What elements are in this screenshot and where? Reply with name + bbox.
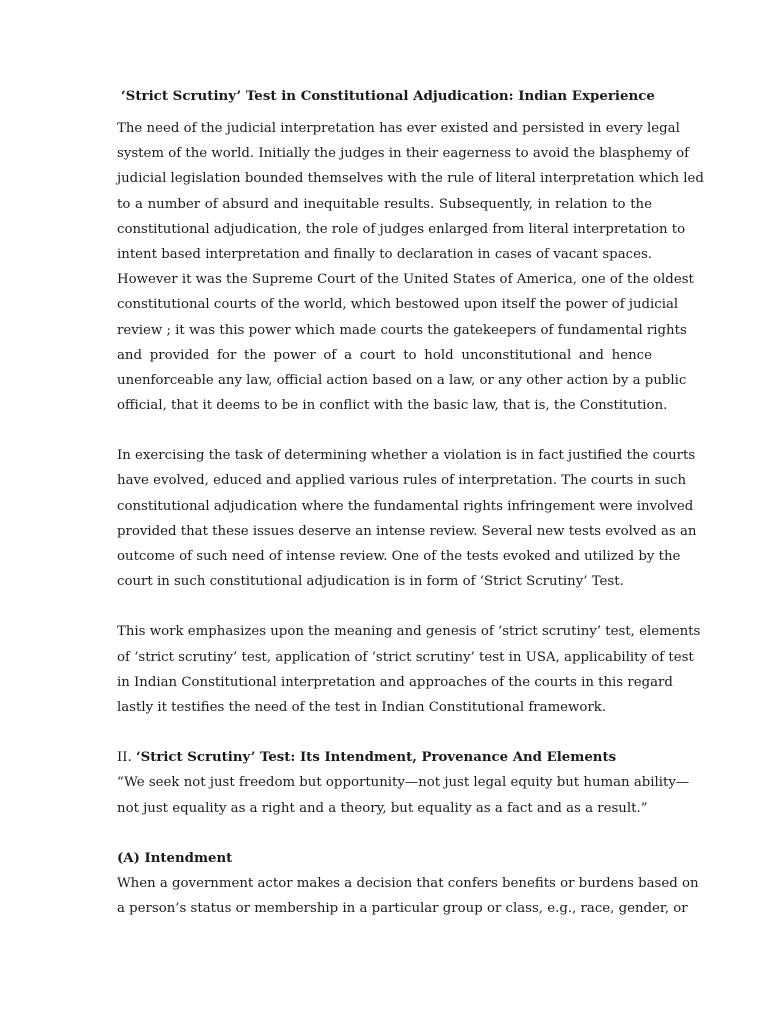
paragraph-line: official, that it deems to be in conflict with the basic law, that is, the Constitution. (117, 398, 668, 414)
paragraph-line: intent based interpretation and finally to declaration in cases of vacant spaces. (117, 246, 652, 262)
paragraph-line: This work emphasizes upon the meaning and genesis of ‘strict scrutiny’ test, elements (117, 624, 701, 640)
section-heading (117, 745, 652, 770)
subsection-title: (A) Intendment (117, 850, 233, 866)
document-page (117, 86, 704, 921)
paragraph-line: in Indian Constitutional interpretation and approaches of the courts in this regard (117, 674, 673, 690)
paragraph-line: constitutional adjudication, the role of judges enlarged from literal interpretation to (117, 221, 686, 237)
paragraph-line: and provided for the power of a court to hold unconstitutional and hence (117, 347, 652, 363)
quote-line: “We seek not just freedom but opportunity—not just legal equity but human ability— (117, 775, 690, 791)
paragraph-line: have evolved, educed and applied various rules of interpretation. The courts in such (117, 473, 687, 489)
paragraph-spacer (117, 418, 652, 443)
paragraph-line: The need of the judicial interpretation has ever existed and persisted in every legal (117, 121, 680, 136)
paragraph-line: to a number of absurd and inequitable results. Subsequently, in relation to the (117, 196, 652, 212)
paragraph-line: of ‘strict scrutiny’ test, application of ‘strict scrutiny’ test in USA, applicability of test (117, 649, 694, 665)
paragraph-line: outcome of such need of intense review. One of the tests evoked and utilized by the (117, 549, 681, 564)
quote (117, 770, 690, 820)
subsection-heading (117, 846, 652, 871)
paragraph-2 (117, 443, 697, 594)
paragraph-line: However it was the Supreme Court of the United States of America, one of the oldest (117, 272, 694, 288)
document-title: ‘Strict Scrutiny’ Test in Constitutional Adjudication: Indian Experience (121, 88, 655, 104)
paragraph-spacer (117, 821, 652, 846)
paragraph-line: review ; it was this power which made courts the gatekeepers of fundamental rights (117, 322, 687, 338)
paragraph-spacer (117, 720, 652, 745)
paragraph-line: When a government actor makes a decision that confers benefits or burdens based on (117, 875, 699, 891)
paragraph-3 (117, 619, 701, 720)
paragraph-1 (117, 116, 704, 418)
paragraph-line: court in such constitutional adjudication is in form of ‘Strict Scrutiny’ Test. (117, 574, 624, 590)
paragraph-line: system of the world. Initially the judges in their eagerness to avoid the blasphemy of (117, 146, 690, 162)
section-title: ‘Strict Scrutiny’ Test: Its Intendment, Provenance And Elements (135, 750, 617, 766)
paragraph-line: a person’s status or membership in a particular group or class, e.g., race, gender, or (117, 901, 688, 917)
section-number: II. (117, 750, 132, 766)
paragraph-line: lastly it testifies the need of the test in Indian Constitutional framework. (117, 699, 607, 715)
quote-line: not just equality as a right and a theory, but equality as a fact and as a result.” (117, 800, 648, 816)
paragraph-line: provided that these issues deserve an intense review. Several new tests evolved as an (117, 523, 697, 539)
paragraph-line: constitutional courts of the world, which bestowed upon itself the power of judicial (117, 297, 679, 313)
paragraph-spacer (117, 594, 652, 619)
paragraph-line: In exercising the task of determining whether a violation is in fact justified the courts (117, 448, 696, 464)
paragraph-line: judicial legislation bounded themselves with the rule of literal interpretation which led (117, 171, 704, 187)
paragraph-line: constitutional adjudication where the fundamental rights infringement were involved (117, 498, 694, 514)
paragraph-line: unenforceable any law, official action based on a law, or any other action by a public (117, 372, 687, 388)
paragraph-4 (117, 871, 699, 921)
